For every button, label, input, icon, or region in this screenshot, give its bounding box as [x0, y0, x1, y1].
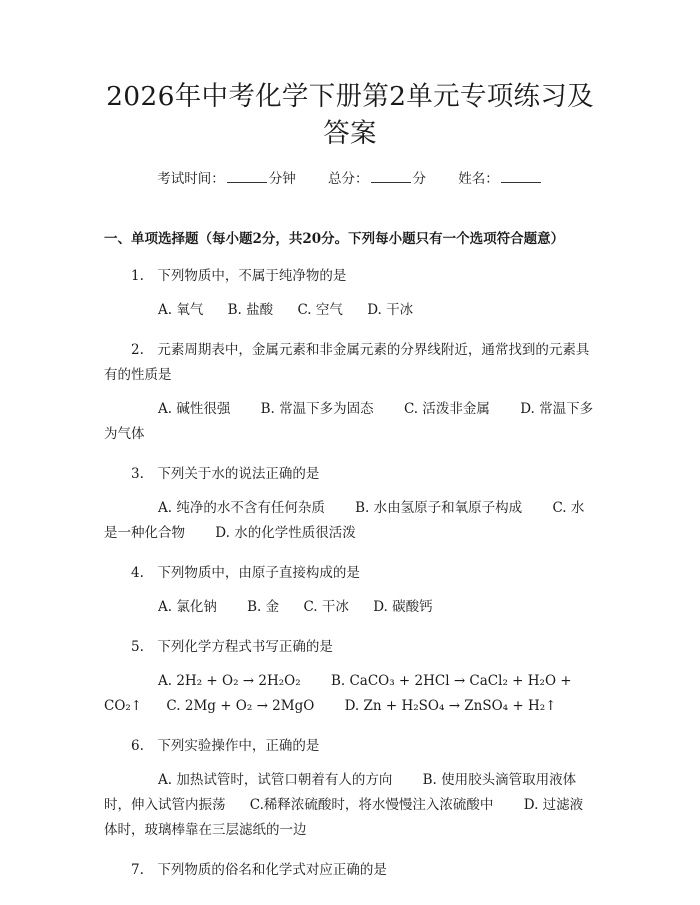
question-options: [104, 496, 596, 546]
question-stem: 3. 下列关于水的说法正确的是: [131, 466, 320, 482]
option-d: D. 碳酸钙: [373, 599, 433, 615]
question-options: [104, 768, 596, 843]
time-unit: 分钟: [268, 171, 296, 187]
option-b: B. 水由氢原子和氧原子构成: [355, 500, 523, 516]
question-options: [104, 397, 596, 447]
option-a: A. 加热试管时，试管口朝着有人的方向: [158, 772, 393, 788]
exam-meta: [104, 169, 596, 189]
option-a: A. 氧气: [158, 302, 204, 318]
option-d: D. 常温下多为气体: [104, 401, 594, 442]
section-heading: 一、单项选择题（每小题2分，共20分。下列每小题只有一个选项符合题意）: [104, 231, 565, 247]
question-stem: 5. 下列化学方程式书写正确的是: [131, 639, 333, 655]
option-a: A. 碱性很强: [158, 401, 231, 417]
option-b: B. 常温下多为固态: [260, 401, 374, 417]
option-d: D. Zn + H₂SO₄ → ZnSO₄ + H₂↑: [344, 698, 557, 714]
option-d: D. 干冰: [367, 302, 414, 318]
option-b: B. 金: [247, 599, 280, 615]
time-label: 考试时间：: [157, 171, 225, 187]
question-stem: 7. 下列物质的俗名和化学式对应正确的是: [131, 862, 387, 878]
score-blank: [371, 170, 411, 183]
score-unit: 分: [412, 171, 426, 187]
total-score: [328, 169, 426, 189]
student-name: [458, 169, 543, 189]
question-stem: 4. 下列物质中，由原子直接构成的是: [131, 565, 360, 581]
option-c: C. 活泼非金属: [403, 401, 490, 417]
question-options: [104, 669, 596, 719]
option-b: B. 使用胶头滴管取用液体时，伸入试管内振荡: [104, 772, 577, 813]
option-c: C. 水是一种化合物: [104, 500, 585, 541]
option-c: C. 2Mg + O₂ → 2MgO: [166, 698, 315, 714]
option-b: B. CaCO₃ + 2HCl → CaCl₂ + H₂O + CO₂↑: [104, 673, 572, 714]
question-options: [104, 595, 596, 620]
option-d: D. 水的化学性质很活泼: [215, 525, 356, 541]
name-label: 姓名：: [458, 171, 499, 187]
option-a: A. 纯净的水不含有任何杂质: [158, 500, 325, 516]
question-stem: 1. 下列物质中，不属于纯净物的是: [131, 268, 347, 284]
question-stem: 2. 元素周期表中，金属元素和非金属元素的分界线附近，通常找到的元素具有的性质是: [104, 342, 590, 383]
option-c: C. 干冰: [303, 599, 349, 615]
option-d: D. 过滤液体时，玻璃棒靠在三层滤纸的一边: [104, 797, 584, 838]
option-a: A. 氯化钠: [158, 599, 217, 615]
question-options: [104, 298, 596, 323]
question-stem: 6. 下列实验操作中，正确的是: [131, 738, 320, 754]
score-label: 总分：: [328, 171, 369, 187]
option-b: B. 盐酸: [227, 302, 274, 318]
option-a: A. 2H₂ + O₂ → 2H₂O₂: [158, 673, 301, 689]
exam-time: [157, 169, 296, 189]
option-c: C. 空气: [297, 302, 343, 318]
time-blank: [227, 170, 267, 183]
page-title: 2026年中考化学下册第2单元专项练习及答案: [106, 81, 594, 149]
name-blank: [501, 170, 541, 183]
option-c: C.稀释浓硫酸时，将水慢慢注入浓硫酸中: [249, 797, 494, 813]
